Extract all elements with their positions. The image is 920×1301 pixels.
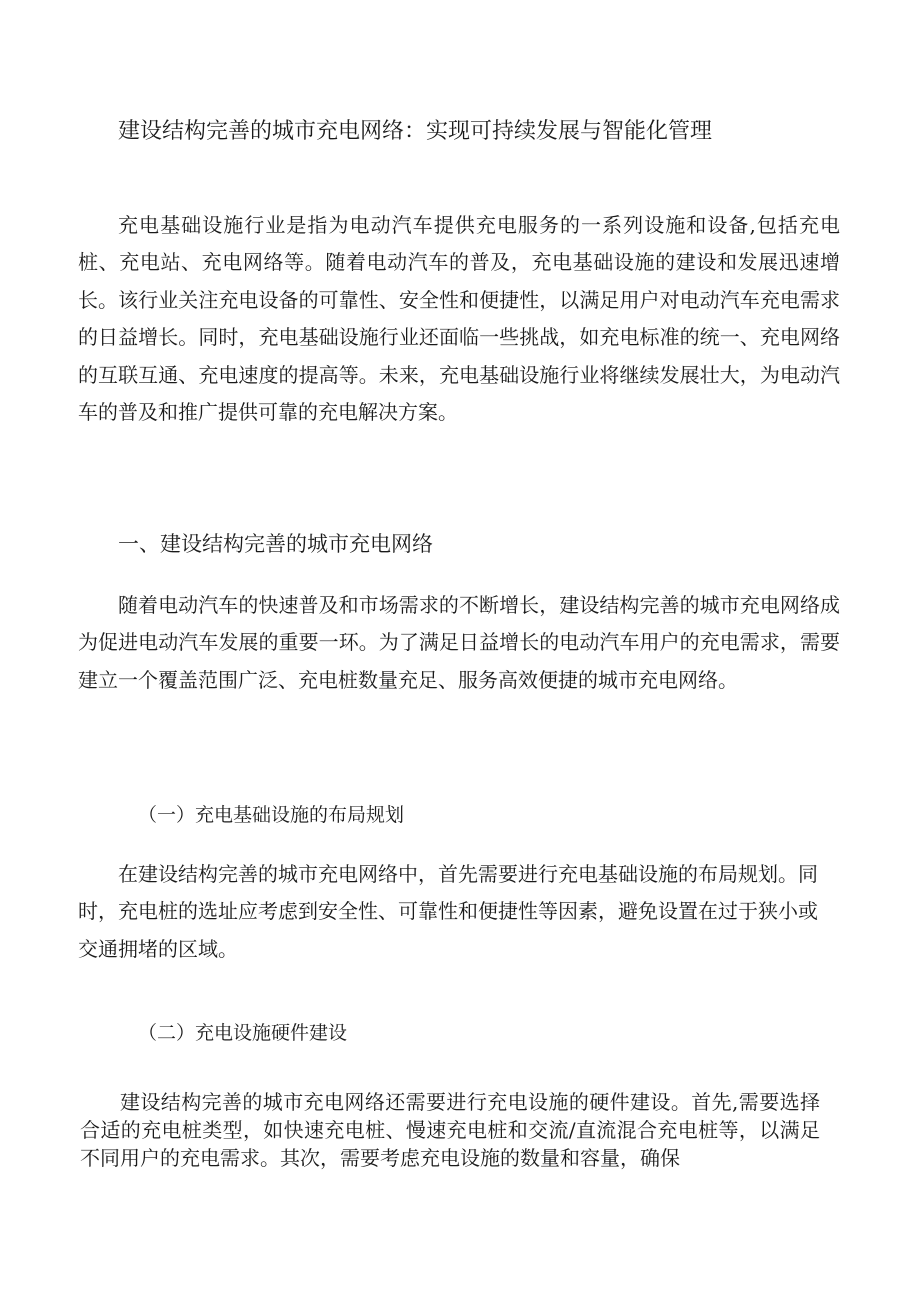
intro-paragraph: 充电基础设施行业是指为电动汽车提供充电服务的一系列设施和设备,包括充电桩、充电站、充电网络等。随着电动汽车的普及，充电基础设施的建设和发展迅速增长。该行业关注充电设备的可靠性、安全性和便捷性，以满足用户对电动汽车充电需求的日益增长。同时，充电基础设施行业还面临一些挑战，如充电标准的统一、充电网络的互联互通、充电速度的提高等。未来，充电基础设施行业将继续发展壮大，为电动汽车的普及和推广提供可靠的充电解决方案。 [78,213,840,425]
document-title: 建设结构完善的城市充电网络：实现可持续发展与智能化管理 [118,119,713,144]
subsection-heading-2: （二）充电设施硬件建设 [138,1022,348,1044]
section-heading-1: 一、建设结构完善的城市充电网络 [118,532,433,556]
subsection-2-paragraph: 建设结构完善的城市充电网络还需要进行充电设施的硬件建设。首先,需要选择合适的充电桩类型，如快速充电桩、慢速充电桩和交流/直流混合充电桩等，以满足不同用户的充电需求。其次，需要考虑充电设施的数量和容量，确保 [80,1090,820,1170]
section-1-paragraph: 随着电动汽车的快速普及和市场需求的不断增长，建设结构完善的城市充电网络成为促进电动汽车发展的重要一环。为了满足日益增长的电动汽车用户的充电需求，需要建立一个覆盖范围广泛、充电桩数量充足、服务高效便捷的城市充电网络。 [78,593,840,692]
subsection-1-paragraph: 在建设结构完善的城市充电网络中，首先需要进行充电基础设施的布局规划。同时，充电桩的选址应考虑到安全性、可靠性和便捷性等因素，避免设置在过于狭小或交通拥堵的区域。 [78,862,818,961]
subsection-heading-1: （一）充电基础设施的布局规划 [138,804,405,826]
